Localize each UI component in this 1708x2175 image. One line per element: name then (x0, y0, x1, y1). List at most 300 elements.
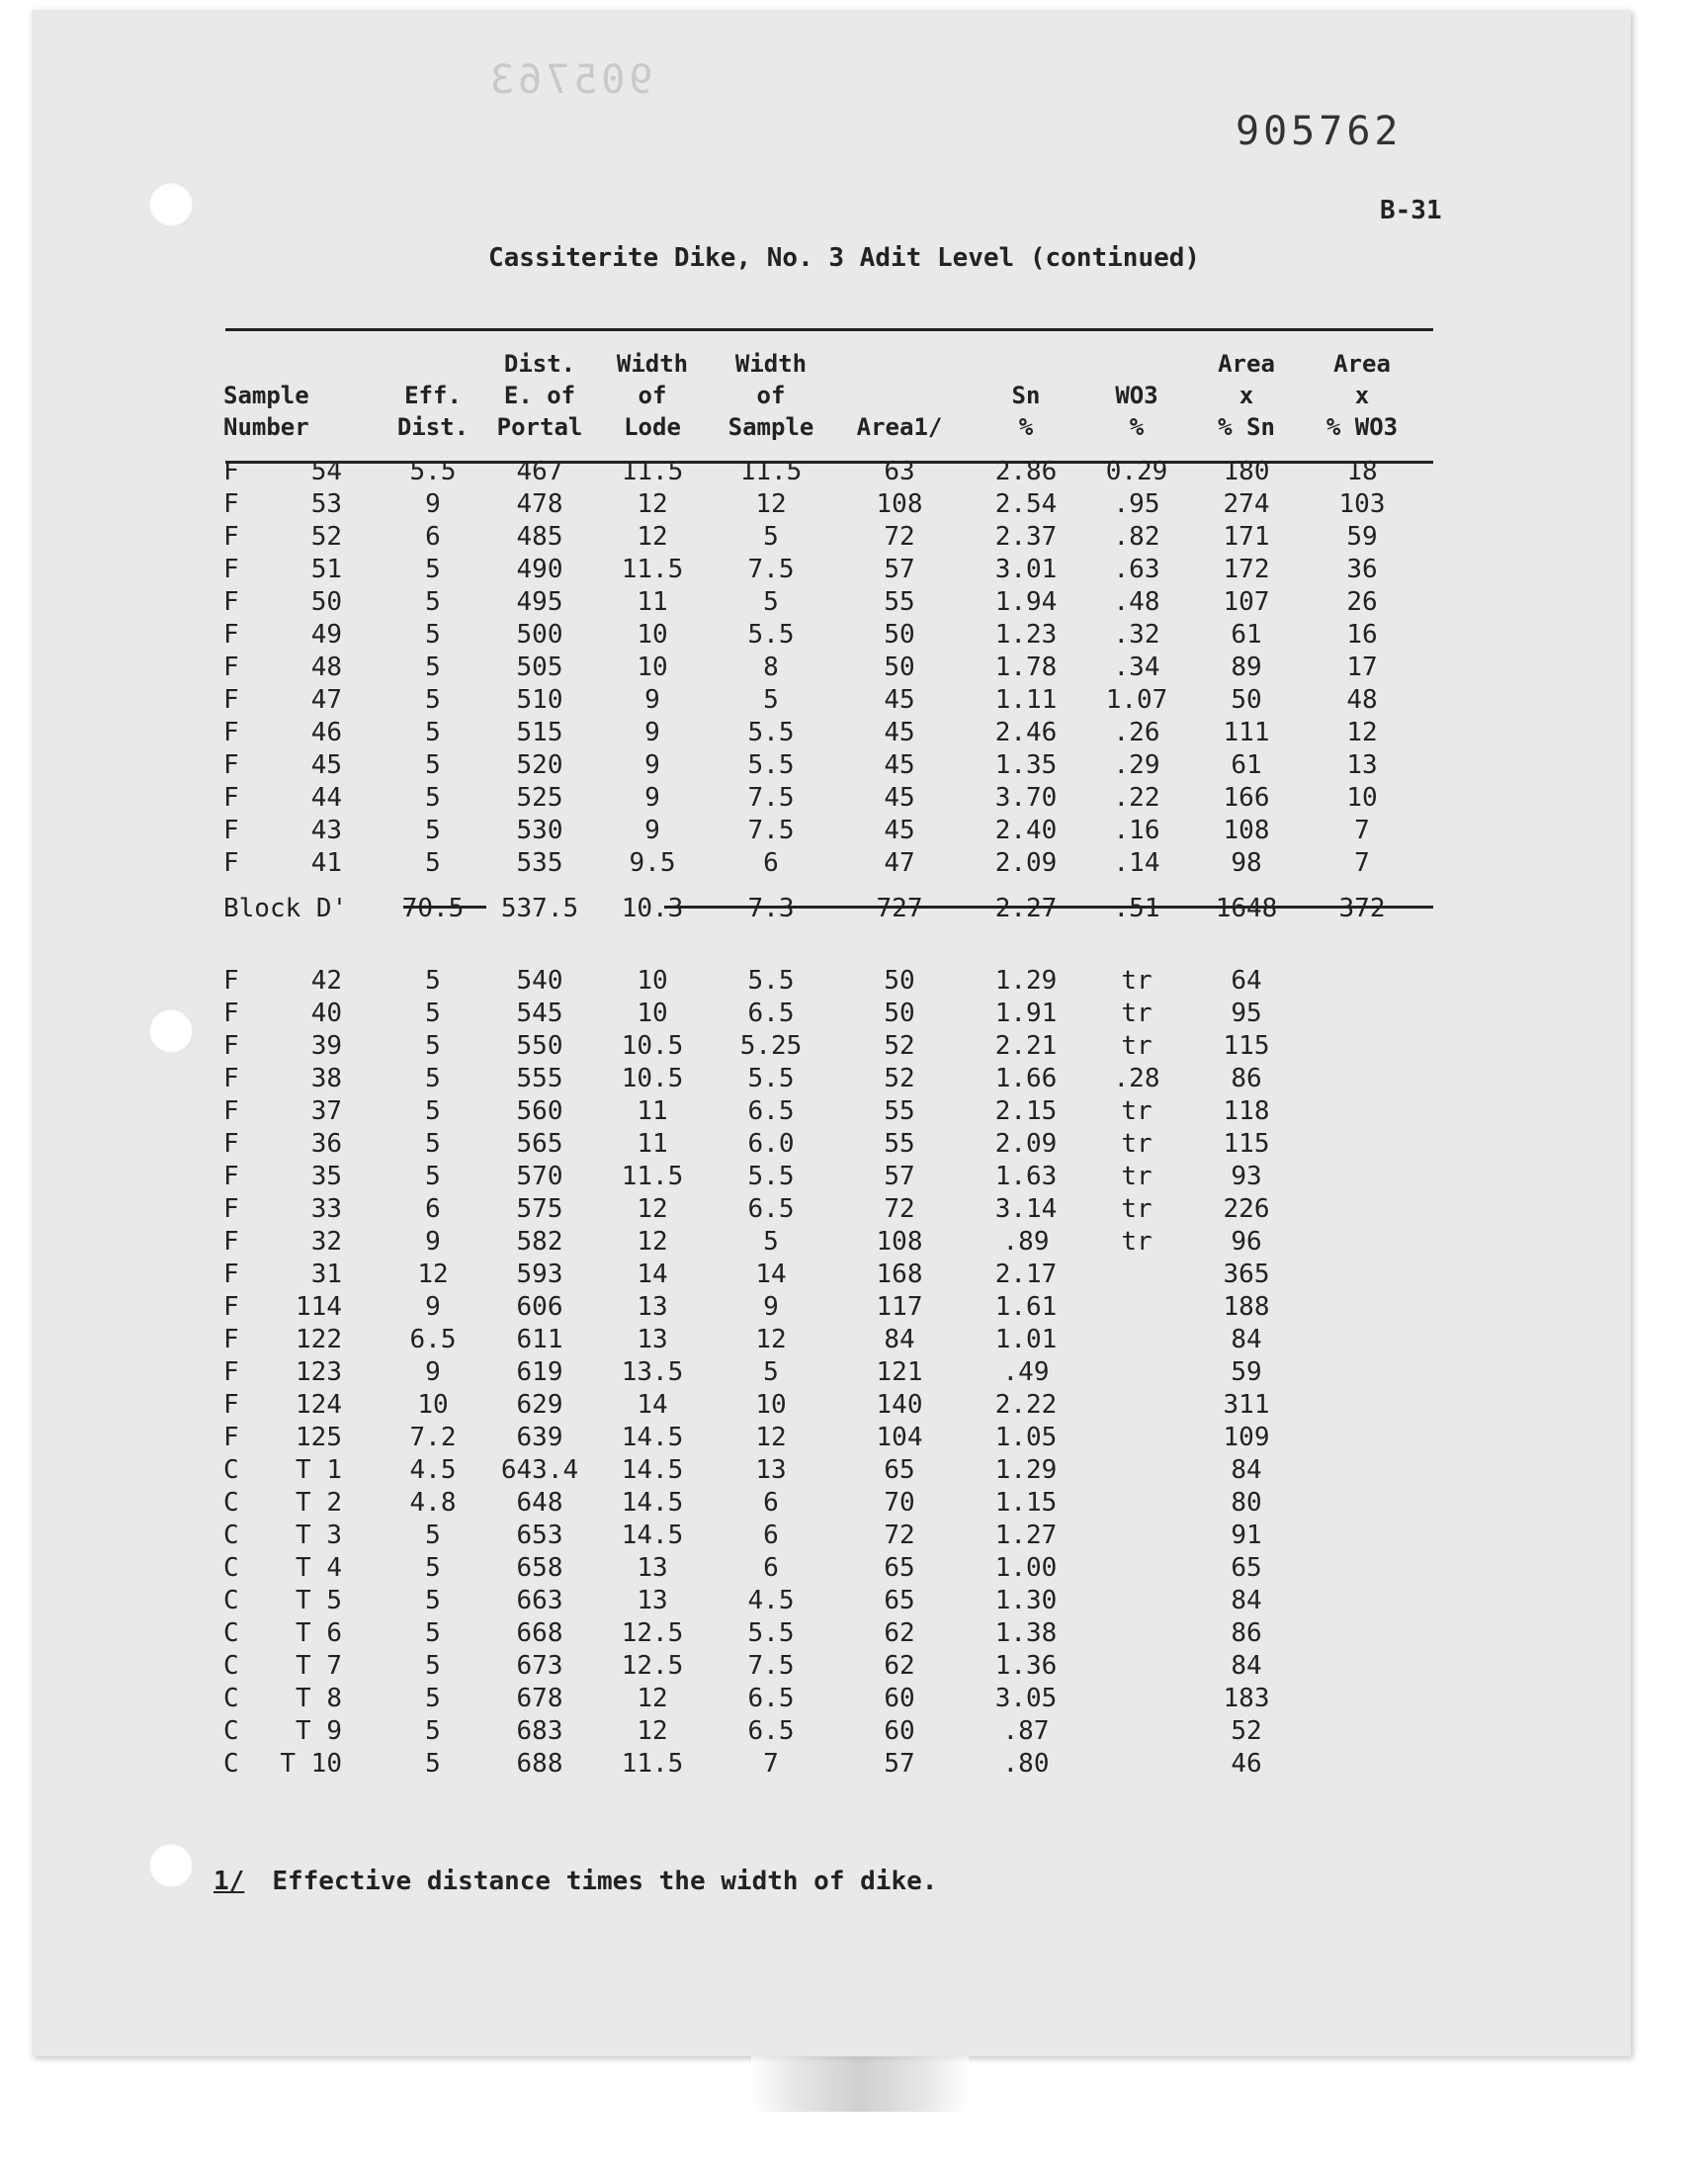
sample-prefix: F (223, 1128, 239, 1159)
width-sample-cell: 11.5 (739, 456, 803, 486)
sample-prefix: F (223, 1259, 239, 1289)
width-sample-cell: 7 (763, 1748, 779, 1779)
width-lode-cell: 12.5 (621, 1650, 684, 1681)
dist-portal-cell: 545 (516, 998, 563, 1028)
wo3-pct-cell (1085, 1453, 1188, 1486)
area-x-sn-cell: 188 (1223, 1291, 1270, 1322)
width-sample-cell: 7.5 (747, 815, 795, 845)
width-lode-cell: 9 (644, 684, 660, 715)
table-row (223, 487, 1419, 520)
area-x-sn-cell: 89 (1231, 652, 1262, 682)
area-cell: 84 (884, 1324, 915, 1354)
table-row (223, 520, 1419, 553)
bleed-through-number: 905763 (486, 57, 653, 103)
sample-prefix: C (223, 1715, 239, 1746)
area-x-wo3-cell: 26 (1346, 586, 1378, 617)
area-x-wo3-cell (1305, 1160, 1419, 1192)
block-area: 727 (876, 894, 923, 923)
sample-prefix: F (223, 965, 239, 996)
block-sn-pct: 2.27 (994, 894, 1058, 923)
sn-pct-cell: 2.15 (994, 1095, 1058, 1126)
width-sample-cell: 5 (763, 521, 779, 552)
eff-dist-cell: 5 (425, 1715, 441, 1746)
table-row (223, 1355, 1419, 1388)
col-sn-pct: Sn % (1011, 382, 1041, 441)
wo3-pct-cell (1085, 1649, 1188, 1682)
sample-number-cell (223, 553, 382, 585)
block-width-lode: 10.3 (621, 894, 684, 923)
width-lode-cell: 11 (637, 1128, 668, 1159)
sn-pct-cell: 1.27 (994, 1520, 1058, 1550)
width-sample-cell: 6.5 (747, 998, 795, 1028)
block-wo3-pct: .51 (1113, 894, 1160, 923)
area-x-wo3-cell: 7 (1354, 847, 1370, 878)
area-x-sn-cell: 365 (1223, 1259, 1270, 1289)
wo3-pct-cell: .29 (1113, 749, 1160, 780)
eff-dist-cell: 9 (425, 1226, 441, 1257)
area-x-wo3-cell: 10 (1346, 782, 1378, 813)
sample-number-cell (223, 651, 382, 683)
sn-pct-cell: 2.54 (994, 488, 1058, 519)
sample-number-cell (223, 1551, 382, 1584)
sample-prefix: F (223, 1389, 239, 1420)
sample-number-cell (223, 1747, 382, 1780)
sample-id: T 1 (296, 1454, 342, 1485)
dist-portal-cell: 540 (516, 965, 563, 996)
table-header-row (223, 348, 1419, 455)
sample-number-cell (223, 1094, 382, 1127)
eff-dist-cell: 5 (425, 998, 441, 1028)
eff-dist-cell: 5 (425, 1617, 441, 1648)
sn-pct-cell: 3.14 (994, 1193, 1058, 1224)
eff-dist-cell: 5 (425, 1552, 441, 1583)
wo3-pct-cell (1085, 1290, 1188, 1323)
sample-prefix: C (223, 1585, 239, 1615)
sn-pct-cell: 1.91 (994, 998, 1058, 1028)
dist-portal-cell: 505 (516, 652, 563, 682)
sample-prefix: F (223, 1291, 239, 1322)
sample-id: 35 (310, 1161, 342, 1191)
width-lode-cell: 14 (637, 1259, 668, 1289)
sn-pct-cell: 1.36 (994, 1650, 1058, 1681)
table-row (223, 716, 1419, 748)
table-row (223, 964, 1419, 997)
eff-dist-cell: 5 (425, 1585, 441, 1615)
footnote (214, 1867, 937, 1896)
dist-portal-cell: 570 (516, 1161, 563, 1191)
area-x-sn-cell: 59 (1231, 1356, 1262, 1387)
width-lode-cell: 9 (644, 782, 660, 813)
sample-prefix: C (223, 1748, 239, 1779)
width-lode-cell: 12 (637, 521, 668, 552)
block-gap (223, 938, 1419, 964)
eff-dist-cell: 5 (425, 1683, 441, 1713)
area-cell: 45 (884, 815, 915, 845)
width-lode-cell: 10 (637, 652, 668, 682)
dist-portal-cell: 611 (516, 1324, 563, 1354)
area-x-sn-cell: 171 (1223, 521, 1270, 552)
sn-pct-cell: 1.30 (994, 1585, 1058, 1615)
sample-prefix: C (223, 1650, 239, 1681)
table-row (223, 1225, 1419, 1258)
area-x-wo3-cell: 59 (1346, 521, 1378, 552)
area-cell: 50 (884, 998, 915, 1028)
area-cell: 63 (884, 456, 915, 486)
sn-pct-cell: 2.40 (994, 815, 1058, 845)
wo3-pct-cell (1085, 1714, 1188, 1747)
width-lode-cell: 12 (637, 1193, 668, 1224)
sample-number-cell (223, 520, 382, 553)
area-x-sn-cell: 95 (1231, 998, 1262, 1028)
wo3-pct-cell (1085, 1682, 1188, 1714)
width-sample-cell: 6.5 (747, 1683, 795, 1713)
wo3-pct-cell (1085, 1388, 1188, 1421)
sn-pct-cell: 2.17 (994, 1259, 1058, 1289)
area-x-wo3-cell: 7 (1354, 815, 1370, 845)
width-sample-cell: 6.5 (747, 1715, 795, 1746)
area-x-wo3-cell: 18 (1346, 456, 1378, 486)
sample-prefix: C (223, 1454, 239, 1485)
sample-prefix: F (223, 1161, 239, 1191)
area-x-wo3-cell (1305, 1029, 1419, 1062)
width-lode-cell: 13 (637, 1552, 668, 1583)
width-sample-cell: 7.5 (747, 554, 795, 584)
width-lode-cell: 11.5 (621, 456, 684, 486)
area-x-wo3-cell: 36 (1346, 554, 1378, 584)
wo3-pct-cell: .95 (1113, 488, 1160, 519)
sample-number-cell (223, 716, 382, 748)
sn-pct-cell: 2.37 (994, 521, 1058, 552)
area-cell: 60 (884, 1683, 915, 1713)
sample-number-cell (223, 1486, 382, 1519)
sn-pct-cell: 1.38 (994, 1617, 1058, 1648)
area-cell: 104 (876, 1422, 923, 1452)
area-x-wo3-cell (1305, 1355, 1419, 1388)
area-x-wo3-cell (1305, 1714, 1419, 1747)
sample-id: T 6 (296, 1617, 342, 1648)
sn-pct-cell: 1.15 (994, 1487, 1058, 1518)
width-lode-cell: 12 (637, 488, 668, 519)
area-x-wo3-cell (1305, 1682, 1419, 1714)
dist-portal-cell: 673 (516, 1650, 563, 1681)
wo3-pct-cell: tr (1121, 1161, 1153, 1191)
eff-dist-cell: 5 (425, 1030, 441, 1061)
sn-pct-cell: 3.05 (994, 1683, 1058, 1713)
sample-id: 44 (310, 782, 342, 813)
area-cell: 65 (884, 1454, 915, 1485)
area-x-sn-cell: 311 (1223, 1389, 1270, 1420)
col-area-x-sn: Area x % Sn (1218, 350, 1275, 441)
dist-portal-cell: 619 (516, 1356, 563, 1387)
eff-dist-cell: 5 (425, 619, 441, 650)
sample-id: 123 (296, 1356, 342, 1387)
eff-dist-cell: 5 (425, 684, 441, 715)
sample-prefix: F (223, 488, 239, 519)
wo3-pct-cell (1085, 1486, 1188, 1519)
col-area-x-wo3: Area x % WO3 (1325, 350, 1399, 441)
dist-portal-cell: 490 (516, 554, 563, 584)
area-cell: 55 (884, 586, 915, 617)
binder-hole-middle (148, 1008, 194, 1054)
width-sample-cell: 13 (755, 1454, 787, 1485)
wo3-pct-cell (1085, 1355, 1188, 1388)
table-body-block-2 (223, 964, 1419, 1780)
width-sample-cell: 4.5 (747, 1585, 795, 1615)
width-lode-cell: 11 (637, 1095, 668, 1126)
sample-prefix: C (223, 1552, 239, 1583)
eff-dist-cell: 4.5 (409, 1454, 457, 1485)
area-x-sn-cell: 111 (1223, 717, 1270, 747)
sn-pct-cell: 1.29 (994, 965, 1058, 996)
page-code: B-31 (1380, 196, 1442, 225)
dist-portal-cell: 653 (516, 1520, 563, 1550)
eff-dist-cell: 9 (425, 1356, 441, 1387)
wo3-pct-cell: .28 (1113, 1063, 1160, 1093)
dist-portal-cell: 495 (516, 586, 563, 617)
area-x-sn-cell: 96 (1231, 1226, 1262, 1257)
dist-portal-cell: 606 (516, 1291, 563, 1322)
dist-portal-cell: 643.4 (500, 1454, 579, 1485)
area-x-sn-cell: 61 (1231, 749, 1262, 780)
sample-prefix: F (223, 782, 239, 813)
sample-id: 31 (310, 1259, 342, 1289)
area-x-wo3-cell (1305, 1616, 1419, 1649)
dist-portal-cell: 467 (516, 456, 563, 486)
block-area-x-wo3: 372 (1338, 894, 1386, 923)
sn-pct-cell: 3.01 (994, 554, 1058, 584)
sample-id: 40 (310, 998, 342, 1028)
area-x-wo3-cell (1305, 1094, 1419, 1127)
sample-id: T 10 (280, 1748, 342, 1779)
wo3-pct-cell (1085, 1519, 1188, 1551)
footnote-text: Effective distance times the width of dike. (272, 1867, 938, 1896)
sample-prefix: C (223, 1487, 239, 1518)
area-x-sn-cell: 115 (1223, 1030, 1270, 1061)
eff-dist-cell: 5 (425, 652, 441, 682)
eff-dist-cell: 9 (425, 488, 441, 519)
sample-number-cell (223, 1127, 382, 1160)
area-x-wo3-cell (1305, 1453, 1419, 1486)
width-sample-cell: 5 (763, 684, 779, 715)
width-sample-cell: 6 (763, 1487, 779, 1518)
area-x-wo3-cell (1305, 1486, 1419, 1519)
area-x-wo3-cell (1305, 1649, 1419, 1682)
eff-dist-cell: 9 (425, 1291, 441, 1322)
wo3-pct-cell: tr (1121, 1128, 1153, 1159)
sample-prefix: F (223, 1356, 239, 1387)
area-x-sn-cell: 84 (1231, 1585, 1262, 1615)
sn-pct-cell: .49 (1002, 1356, 1050, 1387)
area-x-wo3-cell (1305, 1747, 1419, 1780)
area-x-sn-cell: 183 (1223, 1683, 1270, 1713)
sample-prefix: F (223, 1226, 239, 1257)
area-cell: 168 (876, 1259, 923, 1289)
table-row (223, 1616, 1419, 1649)
block-area-x-sn: 1648 (1215, 894, 1278, 923)
area-x-sn-cell: 109 (1223, 1422, 1270, 1452)
table-row (223, 846, 1419, 879)
wo3-pct-cell (1085, 1584, 1188, 1616)
sn-pct-cell: 2.86 (994, 456, 1058, 486)
table-row (223, 1519, 1419, 1551)
width-lode-cell: 10 (637, 998, 668, 1028)
sn-pct-cell: 1.66 (994, 1063, 1058, 1093)
col-dist-portal: Dist. E. of Portal (496, 350, 583, 441)
sn-pct-cell: 1.23 (994, 619, 1058, 650)
sample-id: 52 (310, 521, 342, 552)
area-x-sn-cell: 80 (1231, 1487, 1262, 1518)
table-row (223, 683, 1419, 716)
eff-dist-cell: 5 (425, 782, 441, 813)
table-row (223, 585, 1419, 618)
area-cell: 72 (884, 1193, 915, 1224)
width-sample-cell: 5.5 (747, 1161, 795, 1191)
width-sample-cell: 14 (755, 1259, 787, 1289)
col-width-sample: Width of Sample (727, 350, 814, 441)
sn-pct-cell: 1.05 (994, 1422, 1058, 1452)
page-title: Cassiterite Dike, No. 3 Adit Level (continued) (488, 243, 1201, 273)
area-cell: 55 (884, 1128, 915, 1159)
dist-portal-cell: 668 (516, 1617, 563, 1648)
sample-prefix: F (223, 586, 239, 617)
width-lode-cell: 9 (644, 749, 660, 780)
table-row (223, 1094, 1419, 1127)
area-cell: 45 (884, 749, 915, 780)
wo3-pct-cell: .26 (1113, 717, 1160, 747)
table-body-block-d (223, 455, 1419, 879)
sample-number-cell (223, 1682, 382, 1714)
area-x-sn-cell: 84 (1231, 1650, 1262, 1681)
sample-number-cell (223, 1649, 382, 1682)
eff-dist-cell: 5.5 (409, 456, 457, 486)
width-lode-cell: 11.5 (621, 1161, 684, 1191)
table-row (223, 1682, 1419, 1714)
table-row (223, 455, 1419, 487)
area-cell: 45 (884, 684, 915, 715)
area-x-wo3-cell (1305, 1323, 1419, 1355)
width-sample-cell: 10 (755, 1389, 787, 1420)
dist-portal-cell: 648 (516, 1487, 563, 1518)
eff-dist-cell: 5 (425, 1095, 441, 1126)
sample-id: 114 (296, 1291, 342, 1322)
sample-number-cell (223, 814, 382, 846)
eff-dist-cell: 5 (425, 1650, 441, 1681)
sample-id: 33 (310, 1193, 342, 1224)
width-sample-cell: 5.25 (739, 1030, 803, 1061)
document-number: 905762 (1236, 109, 1403, 154)
dist-portal-cell: 525 (516, 782, 563, 813)
area-cell: 50 (884, 965, 915, 996)
sample-number-cell (223, 1062, 382, 1094)
area-cell: 57 (884, 1161, 915, 1191)
width-lode-cell: 12.5 (621, 1617, 684, 1648)
dist-portal-cell: 515 (516, 717, 563, 747)
width-lode-cell: 13.5 (621, 1356, 684, 1387)
dist-portal-cell: 478 (516, 488, 563, 519)
eff-dist-cell: 6 (425, 521, 441, 552)
sn-pct-cell: 3.70 (994, 782, 1058, 813)
width-lode-cell: 11.5 (621, 554, 684, 584)
sample-id: 125 (296, 1422, 342, 1452)
table-row (223, 1453, 1419, 1486)
dist-portal-cell: 593 (516, 1259, 563, 1289)
sample-prefix: F (223, 652, 239, 682)
sample-prefix: F (223, 1324, 239, 1354)
area-x-sn-cell: 274 (1223, 488, 1270, 519)
eff-dist-cell: 5 (425, 847, 441, 878)
area-x-sn-cell: 115 (1223, 1128, 1270, 1159)
area-x-sn-cell: 118 (1223, 1095, 1270, 1126)
table-row (223, 1160, 1419, 1192)
width-sample-cell: 5 (763, 1226, 779, 1257)
width-sample-cell: 6.5 (747, 1193, 795, 1224)
area-cell: 140 (876, 1389, 923, 1420)
area-x-sn-cell: 172 (1223, 554, 1270, 584)
width-sample-cell: 6.5 (747, 1095, 795, 1126)
sn-pct-cell: 1.11 (994, 684, 1058, 715)
width-lode-cell: 13 (637, 1585, 668, 1615)
sample-number-cell (223, 846, 382, 879)
area-x-wo3-cell: 13 (1346, 749, 1378, 780)
area-cell: 108 (876, 488, 923, 519)
col-area: Area1/ (856, 413, 943, 441)
area-x-sn-cell: 180 (1223, 456, 1270, 486)
area-x-wo3-cell (1305, 1421, 1419, 1453)
sample-prefix: F (223, 749, 239, 780)
area-x-sn-cell: 61 (1231, 619, 1262, 650)
sample-number-cell (223, 1421, 382, 1453)
width-sample-cell: 12 (755, 1422, 787, 1452)
wo3-pct-cell: .16 (1113, 815, 1160, 845)
wo3-pct-cell: 1.07 (1105, 684, 1168, 715)
wo3-pct-cell (1085, 1323, 1188, 1355)
width-lode-cell: 10 (637, 619, 668, 650)
eff-dist-cell: 5 (425, 1520, 441, 1550)
area-cell: 108 (876, 1226, 923, 1257)
dist-portal-cell: 683 (516, 1715, 563, 1746)
sample-id: 51 (310, 554, 342, 584)
sample-number-cell (223, 781, 382, 814)
block-width-sample: 7.3 (747, 894, 795, 923)
width-lode-cell: 12 (637, 1226, 668, 1257)
width-lode-cell: 10 (637, 965, 668, 996)
table-row (223, 1290, 1419, 1323)
eff-dist-cell: 5 (425, 749, 441, 780)
wo3-pct-cell: .82 (1113, 521, 1160, 552)
sn-pct-cell: 1.35 (994, 749, 1058, 780)
width-sample-cell: 8 (763, 652, 779, 682)
table-row (223, 1323, 1419, 1355)
table-row (223, 1584, 1419, 1616)
area-x-sn-cell: 84 (1231, 1454, 1262, 1485)
sample-prefix: F (223, 619, 239, 650)
eff-dist-cell: 5 (425, 1748, 441, 1779)
block-total-row (223, 879, 1419, 938)
width-lode-cell: 14.5 (621, 1422, 684, 1452)
sample-id: 49 (310, 619, 342, 650)
width-sample-cell: 5.5 (747, 749, 795, 780)
sample-number-cell (223, 1192, 382, 1225)
eff-dist-cell: 5 (425, 815, 441, 845)
area-cell: 50 (884, 619, 915, 650)
area-cell: 47 (884, 847, 915, 878)
dist-portal-cell: 530 (516, 815, 563, 845)
area-x-sn-cell: 107 (1223, 586, 1270, 617)
area-x-wo3-cell (1305, 1584, 1419, 1616)
wo3-pct-cell: .48 (1113, 586, 1160, 617)
area-cell: 62 (884, 1650, 915, 1681)
eff-dist-cell: 5 (425, 1128, 441, 1159)
